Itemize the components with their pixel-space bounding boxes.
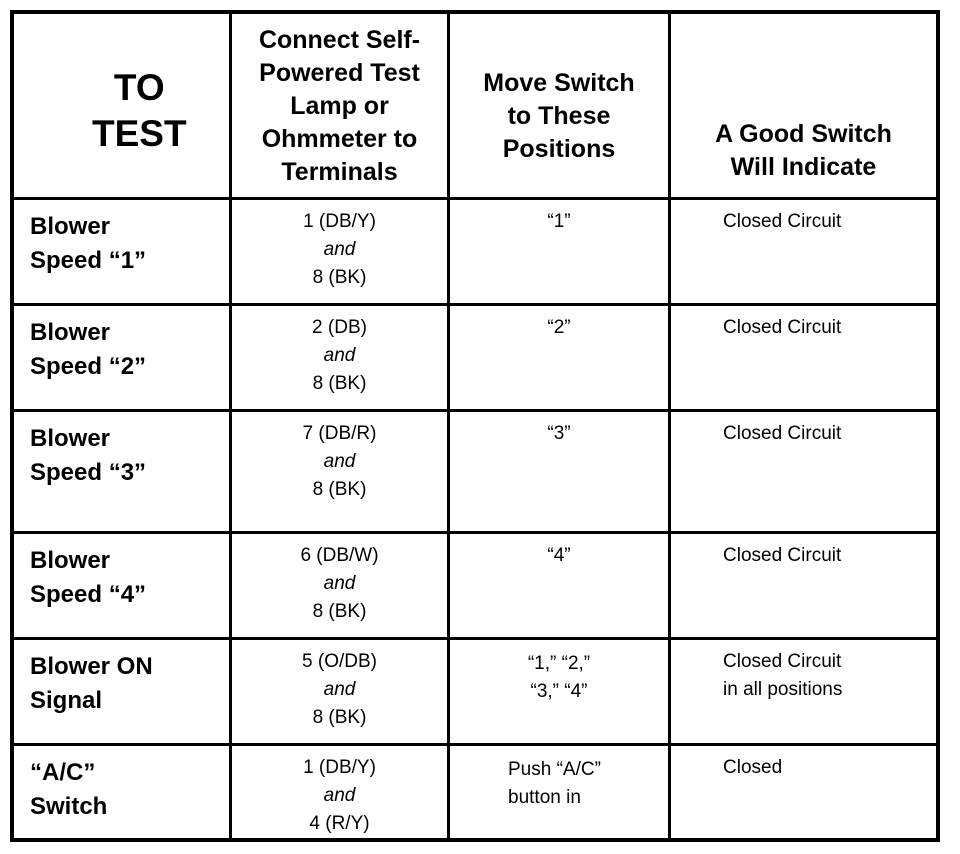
test-name bbox=[14, 746, 232, 838]
position-line: “3,” “4” bbox=[530, 681, 588, 702]
positions-cell bbox=[450, 412, 671, 534]
test-name-line: Signal bbox=[30, 687, 103, 714]
terminal-and: and bbox=[323, 239, 356, 260]
test-name-line: Speed “2” bbox=[30, 353, 147, 380]
position-line: “2” bbox=[547, 317, 571, 338]
position-line: “1,” “2,” bbox=[527, 653, 591, 674]
test-name bbox=[14, 640, 232, 746]
header-positions-line: Positions bbox=[502, 135, 616, 163]
indication-line: Closed bbox=[723, 757, 783, 778]
indication-cell bbox=[671, 200, 936, 306]
test-name-line: Speed “3” bbox=[30, 459, 147, 486]
position-line: “4” bbox=[547, 545, 571, 566]
terminal-b: 8 (BK) bbox=[312, 707, 367, 728]
indication-line: Closed Circuit bbox=[723, 211, 842, 232]
header-to-test-line: TEST bbox=[92, 112, 187, 154]
indication-cell bbox=[671, 534, 936, 640]
header-terminals-line: Connect Self- bbox=[258, 26, 421, 54]
header-terminals-line: Terminals bbox=[281, 158, 398, 186]
positions-cell bbox=[450, 534, 671, 640]
positions-cell bbox=[450, 640, 671, 746]
terminal-a: 2 (DB) bbox=[312, 317, 367, 338]
test-name bbox=[14, 534, 232, 640]
terminal-b: 8 (BK) bbox=[312, 479, 367, 500]
indication-line: in all positions bbox=[723, 679, 843, 700]
terminals-cell bbox=[232, 306, 450, 412]
indication-cell bbox=[671, 412, 936, 534]
terminal-a: 6 (DB/W) bbox=[300, 545, 379, 566]
test-name-line: Speed “4” bbox=[30, 581, 147, 608]
indication-line: Closed Circuit bbox=[723, 651, 842, 672]
indication-line: Closed Circuit bbox=[723, 423, 842, 444]
indication-cell bbox=[671, 306, 936, 412]
header-positions-line: to These bbox=[507, 102, 611, 130]
positions-cell bbox=[450, 306, 671, 412]
header-terminals-line: Ohmmeter to bbox=[261, 125, 418, 153]
header-indicate-line: A Good Switch bbox=[715, 119, 892, 148]
terminals-cell bbox=[232, 534, 450, 640]
terminal-a: 1 (DB/Y) bbox=[303, 211, 376, 232]
positions-cell bbox=[450, 200, 671, 306]
position-line: button in bbox=[508, 787, 581, 808]
test-name bbox=[14, 200, 232, 306]
test-name bbox=[14, 412, 232, 534]
header-to-test-line: TO bbox=[113, 66, 165, 108]
indication-cell bbox=[671, 640, 936, 746]
test-name-line: “A/C” bbox=[30, 759, 96, 786]
header-positions bbox=[450, 14, 671, 200]
header-positions-line: Move Switch bbox=[483, 69, 635, 97]
position-line: “1” bbox=[547, 211, 571, 232]
test-name-line: Blower bbox=[30, 425, 111, 452]
test-name bbox=[14, 306, 232, 412]
terminals-cell bbox=[232, 640, 450, 746]
terminal-and: and bbox=[323, 573, 356, 594]
test-name-line: Switch bbox=[30, 793, 108, 820]
terminals-cell bbox=[232, 200, 450, 306]
terminal-a: 1 (DB/Y) bbox=[303, 757, 376, 778]
header-terminals bbox=[232, 14, 450, 200]
terminal-a: 7 (DB/R) bbox=[302, 423, 377, 444]
terminal-and: and bbox=[323, 785, 356, 806]
indication-line: Closed Circuit bbox=[723, 317, 842, 338]
terminals-cell bbox=[232, 412, 450, 534]
terminal-b: 4 (R/Y) bbox=[309, 813, 370, 834]
terminal-a: 5 (O/DB) bbox=[302, 651, 377, 672]
position-line: Push “A/C” bbox=[508, 759, 601, 780]
terminal-and: and bbox=[323, 679, 356, 700]
terminal-b: 8 (BK) bbox=[312, 373, 367, 394]
indication-cell bbox=[671, 746, 936, 838]
terminal-and: and bbox=[323, 451, 356, 472]
header-terminals-line: Powered Test bbox=[259, 59, 420, 87]
switch-test-table bbox=[10, 10, 940, 842]
test-name-line: Speed “1” bbox=[30, 247, 147, 274]
test-name-line: Blower bbox=[30, 213, 111, 240]
test-name-line: Blower bbox=[30, 319, 111, 346]
test-name-line: Blower ON bbox=[30, 653, 153, 680]
test-name-line: Blower bbox=[30, 547, 111, 574]
header-indicate-line: Will Indicate bbox=[730, 152, 877, 181]
indication-line: Closed Circuit bbox=[723, 545, 842, 566]
header-terminals-line: Lamp or bbox=[290, 92, 389, 120]
header-indicate bbox=[671, 14, 936, 200]
positions-cell bbox=[450, 746, 671, 838]
position-line: “3” bbox=[547, 423, 571, 444]
terminal-b: 8 (BK) bbox=[312, 267, 367, 288]
terminal-and: and bbox=[323, 345, 356, 366]
terminal-b: 8 (BK) bbox=[312, 601, 367, 622]
header-to-test bbox=[14, 14, 232, 200]
terminals-cell bbox=[232, 746, 450, 838]
